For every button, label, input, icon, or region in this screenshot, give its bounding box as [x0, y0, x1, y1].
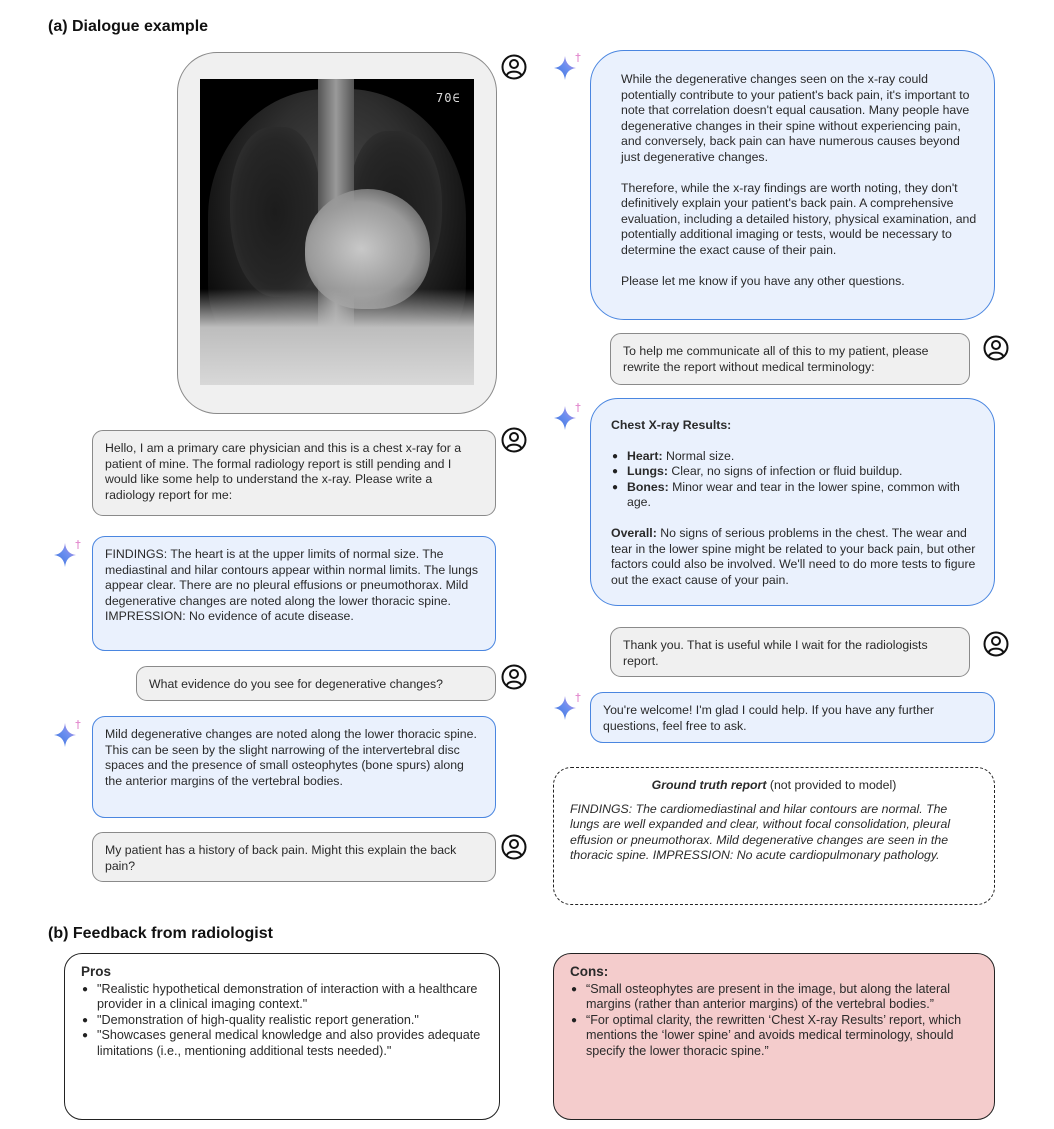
ground-truth-title: Ground truth report: [651, 778, 767, 792]
user-avatar-icon: [983, 335, 1009, 361]
results-item-lungs: [611, 464, 980, 480]
cons-title: Cons:: [570, 964, 609, 979]
results-title: Chest X-ray Results:: [611, 418, 732, 432]
pros-item: ● "Demonstration of high-quality realistic report generation.": [81, 1013, 483, 1029]
xray-marker: 70∈: [436, 91, 461, 105]
pros-box: [64, 953, 500, 1120]
results-item-label: Bones:: [627, 479, 669, 494]
results-overall: [611, 526, 980, 588]
user-message-1: [92, 430, 496, 516]
cons-item: ● “Small osteophytes are present in the image, but along the lateral margins (rather than anterior margins) of the vertebral bodies.”: [570, 982, 978, 1013]
user-avatar-icon: [501, 54, 527, 80]
pros-item: ● "Showcases general medical knowledge and also provides adequate limitations (i.e., mentioning additional tests needed).": [81, 1028, 483, 1059]
gemini-sparkle-icon: [52, 717, 86, 751]
gemini-sparkle-icon: [52, 537, 86, 571]
ground-truth-body: FINDINGS: The cardiomediastinal and hilar contours are normal. The lungs are well expanded and clear, without focal consolidation, pleural effusion or pneumothorax. Mild degenerative changes are seen in the thoracic spine. IMPRESSION: No acute cardiopulmonary pathology.: [570, 801, 951, 863]
results-item-text: Clear, no signs of infection or fluid buildup.: [667, 464, 903, 479]
pros-list: [81, 982, 483, 1060]
results-overall-text: No signs of serious problems in the chest. The wear and tear in the lower spine might be related to your back pain, but other factors could also be involved. We'll need to do more tests to figure out the exact cause of your pain.: [611, 525, 976, 587]
user-avatar-icon: [501, 427, 527, 453]
results-overall-label: Overall:: [611, 525, 657, 540]
ai-message-1-text: FINDINGS: The heart is at the upper limits of normal size. The mediastinal and hilar contours appear within normal limits. The lungs appear clear. There are no pleural effusions or pneumothorax. Mild degenerative changes are noted along the lower thoracic spine. IMPRESSION: No evidence of acute disease.: [105, 547, 478, 624]
user-message-2: [136, 666, 496, 701]
user-avatar-icon: [501, 834, 527, 860]
user-message-3-text: My patient has a history of back pain. Might this explain the back pain?: [105, 843, 457, 873]
pros-title: Pros: [81, 964, 112, 979]
ai-message-3: [590, 50, 995, 320]
results-item-text: Normal size.: [662, 448, 735, 463]
chest-xray-image: [200, 79, 474, 385]
user-message-1-text: Hello, I am a primary care physician and this is a chest x-ray for a patient of mine. The formal radiology report is still pending and I would like some help to understand the x-ray. Please write a radiology report for me:: [105, 441, 462, 502]
results-item-heart: [611, 449, 980, 465]
section-a-title: (a) Dialogue example: [48, 18, 209, 35]
gemini-sparkle-icon: [552, 50, 586, 84]
user-message-5: [610, 627, 970, 677]
ai-message-5-text: You're welcome! I'm glad I could help. If you have any further questions, feel free to ask.: [603, 703, 934, 733]
cons-list: [570, 982, 978, 1060]
ai-message-2-text: Mild degenerative changes are noted along the lower thoracic spine. This can be seen by the slight narrowing of the intervertebral disc spaces and the presence of small osteophytes (bone spurs) along the anterior margins of the vertebral bodies.: [105, 727, 477, 788]
pros-item: ● "Realistic hypothetical demonstration of interaction with a healthcare provider in a clinical imaging context.": [81, 982, 483, 1013]
user-avatar-icon: [983, 631, 1009, 657]
results-item-label: Heart:: [627, 448, 663, 463]
ai-message-3-para-3: Please let me know if you have any other questions.: [621, 273, 905, 288]
user-message-2-text: What evidence do you see for degenerative changes?: [149, 677, 443, 691]
ai-message-2: [92, 716, 496, 818]
gemini-sparkle-icon: [552, 690, 586, 724]
user-message-5-text: Thank you. That is useful while I wait for the radiologists report.: [623, 638, 928, 668]
user-message-4-text: To help me communicate all of this to my patient, please rewrite the report without medical terminology:: [623, 344, 929, 374]
user-message-4: [610, 333, 970, 385]
cons-box: [553, 953, 995, 1120]
ground-truth-heading: [570, 778, 978, 794]
ai-message-4: [590, 398, 995, 606]
section-b-title: (b) Feedback from radiologist: [48, 925, 273, 942]
results-item-text: Minor wear and tear in the lower spine, common with age.: [627, 479, 960, 510]
gemini-sparkle-icon: [552, 400, 586, 434]
cons-item: ● “For optimal clarity, the rewritten ‘Chest X-ray Results’ report, which mentions the ‘lower spine’ and avoids medical terminology, should specify the lower thoracic spine.”: [570, 1013, 978, 1060]
ai-message-5: [590, 692, 995, 743]
ground-truth-box: [553, 767, 995, 905]
results-item-label: Lungs:: [627, 464, 668, 479]
user-avatar-icon: [501, 664, 527, 690]
user-message-3: [92, 832, 496, 882]
ai-message-1: [92, 536, 496, 651]
xray-card: [177, 52, 497, 414]
ground-truth-note: (not provided to model): [766, 778, 897, 792]
results-list: [611, 449, 980, 511]
results-item-bones: [611, 480, 980, 511]
ai-message-3-para-1: While the degenerative changes seen on the x-ray could potentially contribute to your patient's back pain, it's important to note that correlation doesn't equal causation. Many people have degenerative changes in their spine without experiencing pain, and conversely, back pain can have numerous causes beyond just degenerative changes.: [621, 72, 970, 164]
ai-message-3-para-2: Therefore, while the x-ray findings are worth noting, they don't definitively explain your patient's back pain. A comprehensive evaluation, including a detailed history, physical examination, and potentially additional imaging or tests, would be necessary to determine the exact cause of their pain.: [621, 180, 977, 257]
